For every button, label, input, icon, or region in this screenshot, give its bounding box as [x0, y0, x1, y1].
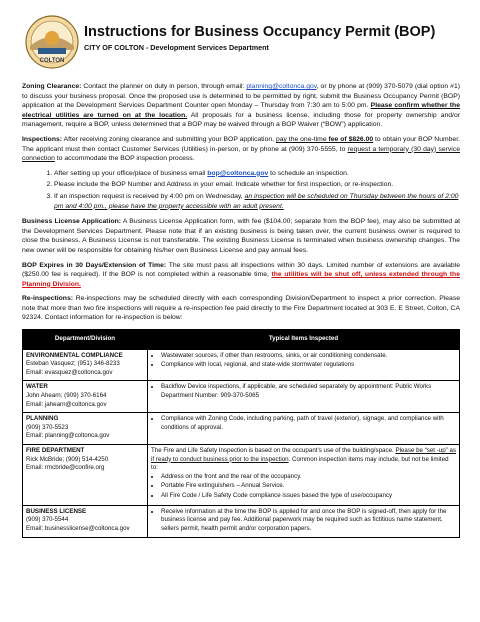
step-3-text: If an inspection request is received by 4:00 pm on Wednesday, — [54, 192, 245, 200]
department-contact: (909) 370-5523 — [26, 423, 69, 431]
list-item: • Backflow Device inspections, if applicable, are scheduled separately by appointment: Public Works Department Number: 909-370-5065 — [161, 383, 456, 400]
items-cell — [148, 349, 460, 381]
department-contact: Esteban Vasquez; (951) 346-8233 — [26, 360, 120, 368]
items-list — [151, 352, 456, 370]
table-row — [23, 445, 460, 506]
step-3-emphasis: an inspection will be scheduled on Thursday between the hours of 2:00 pm and 4:00 pm., please have the property accessible with an adult present. — [54, 192, 459, 210]
department-contact: (909) 370-5544 — [26, 516, 69, 524]
list-item: • Compliance with Zoning Code, including parking, path of travel (exterior), signage, and compliance with conditions of approval. — [161, 415, 456, 432]
department-email: Email: rmcbride@confire.org — [26, 464, 105, 472]
zoning-text-3: All proposals for a business license, including those for property ownership and/or management, require a BOP, unless determined that a BOP may be waived through a BOP Waiver (“BOW”) application. — [22, 111, 460, 129]
items-cell — [148, 445, 460, 506]
items-cell — [148, 505, 460, 538]
department-name: PLANNING — [26, 415, 59, 423]
department-name: BUSINESS LICENSE — [26, 507, 87, 515]
items-list — [151, 473, 456, 501]
department-cell — [23, 349, 148, 381]
items-list — [151, 508, 456, 534]
document-header — [24, 14, 464, 72]
items-list — [151, 383, 456, 400]
table-row — [23, 381, 460, 413]
expiry-text: The site must pass all inspections within 30 days. Limited number of extensions are available ($250.00 fee is required). If the BOP is not completed within a reasonable time, — [22, 261, 460, 279]
department-email: Email: jahearn@coltonca.gov — [26, 400, 107, 408]
table-header-row — [23, 330, 460, 350]
fee-label: pay the one-time — [275, 135, 329, 143]
business-license-paragraph — [22, 217, 460, 255]
page-subtitle: CITY OF COLTON - Development Services Department — [84, 43, 269, 52]
step-2-text: Please include the BOP Number and Address in your email. Indicate whether for first inspection, or re-inspection. — [54, 181, 394, 189]
items-cell — [148, 381, 460, 413]
department-cell — [23, 381, 148, 413]
fee-amount: fee of $826.00 — [328, 135, 374, 143]
department-contact: John Ahearn; (909) 370-6164 — [26, 392, 107, 400]
reinspections-text: Re-inspections may be scheduled directly with each corresponding Division/Department to inspect a prior correction. Please note that more than two fire inspections will require a re-inspection fee paid directly to the Fire Department located at 303 E. E Street, Colton, CA 92324. Contact information for re-inspection is below: — [22, 295, 460, 322]
inspections-text-2: to obtain your BOP Number. The applicant must then contact Customer Services (Utilities) in-person, or by phone at (909) 370-5555, to — [22, 135, 460, 153]
department-cell — [23, 413, 148, 445]
city-seal-logo — [24, 14, 80, 70]
list-item — [54, 180, 460, 190]
reinspections-heading: Re-inspections: — [22, 295, 73, 303]
bop-email-link[interactable]: bop@coltonca.gov — [207, 169, 269, 177]
fire-note-emphasis: Please be “set -up” as if ready to conduct business prior to the inspection — [151, 447, 456, 463]
list-item: • Portable Fire extinguishers – Annual Service. — [161, 482, 456, 491]
inspections-heading: Inspections: — [22, 135, 63, 143]
expiry-heading: BOP Expires in 30 Days/Extension of Time: — [22, 261, 167, 269]
page-title: Instructions for Business Occupancy Permit (BOP) — [84, 24, 436, 40]
zoning-clearance-paragraph — [22, 82, 460, 130]
column-header-department: Department/Division — [23, 330, 148, 350]
svg-text:COLTON: COLTON — [39, 58, 65, 64]
list-item — [54, 192, 460, 211]
service-connection-text: request a temporary (30 day) service connection — [22, 145, 460, 163]
license-heading: Business License Application: — [22, 218, 122, 226]
table-row — [23, 413, 460, 445]
reinspections-paragraph — [22, 294, 460, 323]
department-email: Email: planning@coltonca.gov — [26, 432, 110, 440]
license-text: A Business License Application form, with fee ($104.00; separate from the BOP fee), may also be submitted at the Development Services Department. Please note that if an existing business is being taken over, the current business owner is required to close the business. A Business License is not transferable. The existing Business License is terminated when business ownership changes. The new owner will be responsible for obtaining his/her own Business License and pay annual fees. — [22, 218, 461, 254]
contact-table — [22, 329, 460, 538]
list-item: • Receive information at the time the BOP is applied for and once the BOP is signed-off, then apply for the business license and pay fee. Additional paperwork may be required such as fictitious name statement, sellers permit, health permit and/or corporation papers. — [161, 508, 456, 534]
inspections-text-1: After receiving zoning clearance and submitting your BOP application, — [62, 135, 276, 143]
fire-note-text-end: . Common inspection items may include, but not be limited to: — [151, 455, 449, 472]
department-contact: Rick McBride; (909) 514-4250 — [26, 455, 109, 463]
zoning-text-1: Contact the planner on duty in person, through email: — [81, 83, 247, 90]
list-item: • Compliance with local, regional, and state-wide stormwater regulations — [161, 361, 456, 370]
department-email: Email: evasquez@coltonca.gov — [26, 368, 113, 376]
department-name: ENVIRONMENTAL COMPLIANCE — [26, 351, 123, 359]
items-cell — [148, 413, 460, 445]
list-item: • Address on the front and the rear of the occupancy. — [161, 473, 456, 482]
zoning-emphasis: Please confirm whether the electrical utilities are turned on at the location. — [22, 102, 460, 119]
department-name: WATER — [26, 383, 48, 391]
list-item — [54, 169, 460, 179]
table-row — [23, 349, 460, 381]
department-cell — [23, 505, 148, 538]
utilities-shutoff-warning: the utilities will be shut off, unless extended through the Planning Division. — [22, 271, 460, 288]
list-item: • Wastewater sources, if other than restrooms, sinks, or air conditioning condensate. — [161, 352, 456, 361]
list-item: • All Fire Code / Life Safety Code compliance issues based the type of use/occupancy — [161, 492, 456, 501]
table-row — [23, 505, 460, 538]
fire-note-text: The Fire and Life Safety Inspection is based on the occupant’s use of the building/space. — [151, 447, 396, 454]
zoning-heading: Zoning Clearance: — [22, 83, 82, 90]
document-body — [22, 82, 460, 538]
inspection-steps-list — [22, 169, 460, 211]
step-1-text: After setting up your office/place of business email — [54, 169, 208, 177]
items-list — [151, 415, 456, 432]
department-name: FIRE DEPARTMENT — [26, 447, 85, 454]
department-email: Email: businesslicense@coltonca.gov — [26, 524, 130, 532]
step-1-text-end: to schedule an inspection. — [268, 169, 349, 177]
bop-expiry-paragraph — [22, 261, 460, 290]
planning-email-link[interactable]: planning@coltonca.gov — [246, 83, 317, 90]
inspections-paragraph — [22, 135, 460, 164]
zoning-text-2: , or by phone at (909) 370-5079 (dial option #1) to discuss your business proposal. Once the proposed use is determined to be permitted by right, submit the Business Occupancy Permit (BOP) application at the Development Services Department Counter open Monday – Thursday from 7:30 am to 5:00 pm. — [22, 83, 461, 110]
column-header-items: Typical Items Inspected — [148, 330, 460, 350]
inspections-text-4: to accommodate the BOP inspection process. — [54, 155, 195, 163]
fire-inspection-notes — [151, 447, 456, 473]
department-cell — [23, 445, 148, 506]
